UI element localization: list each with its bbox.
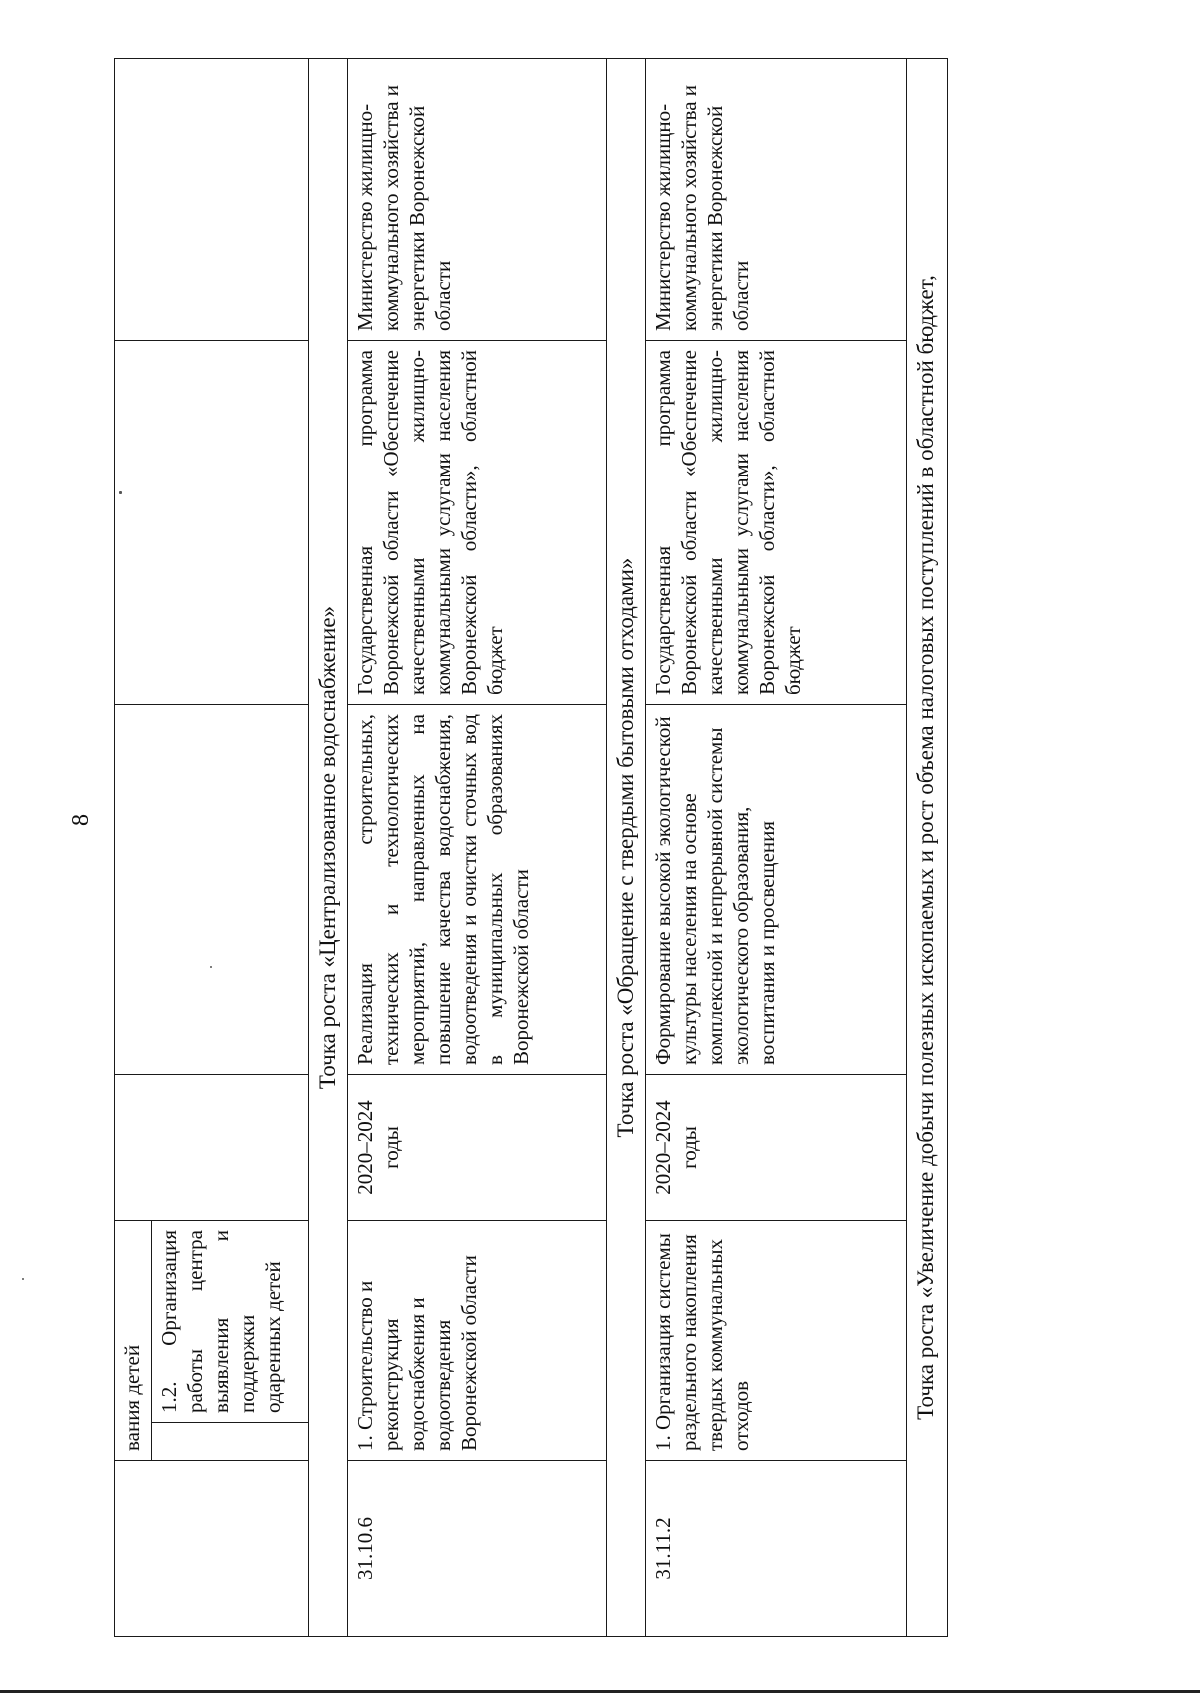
page-edge-line bbox=[0, 1690, 1200, 1693]
cell-subitem: 1.2. Организация работы центра выявления и поддержки одаренных детей bbox=[152, 1221, 309, 1423]
section-header-row bbox=[607, 59, 646, 1637]
cell-indent bbox=[152, 1423, 309, 1461]
section-heading-minerals: Точка роста «Увеличение добычи полезных ископаемых и рост объема налоговых поступлений в областной бюджет, bbox=[907, 59, 948, 1637]
cell-code: 31.11.2 bbox=[646, 1461, 907, 1637]
section-heading-waste: Точка роста «Обращение с твердыми бытовыми отходами» bbox=[607, 59, 646, 1637]
table-row bbox=[348, 59, 607, 1637]
section-header-row bbox=[309, 59, 348, 1637]
continuation-row bbox=[115, 59, 152, 1637]
table-row bbox=[646, 59, 907, 1637]
cell-code-empty bbox=[115, 1461, 309, 1637]
rotated-page-content bbox=[114, 59, 1074, 1637]
cell-source-empty bbox=[115, 341, 309, 705]
cell-source: Государственная программа Воронежской области «Обеспечение качественными жилищно-коммунальными услугами населения Воронежской области», областной бюджет bbox=[348, 341, 607, 705]
cell-responsible: Министерство жилищно-коммунального хозяйства и энергетики Воронежской области bbox=[646, 59, 907, 341]
section-header-row bbox=[907, 59, 948, 1637]
page-number: 8 bbox=[68, 814, 94, 826]
program-table bbox=[114, 58, 948, 1637]
cell-code: 31.10.6 bbox=[348, 1461, 607, 1637]
cell-description: Формирование высокой экологической культуры населения на основе комплексной и непрерывной системы экологического образования, воспитания и просвещения bbox=[646, 705, 907, 1075]
cell-period-empty bbox=[115, 1075, 309, 1221]
cell-name: 1. Строительство и реконструкция водоснабжения и водоотведения Воронежской области bbox=[348, 1221, 607, 1461]
cell-description: Реализация строительных, технических и технологических мероприятий, направленных на повышение качества водоснабжения, водоотведения и очистки сточных вод в муниципальных образованиях Воронежской области bbox=[348, 705, 607, 1075]
cell-name: 1. Организация системы раздельного накопления твердых коммунальных отходов bbox=[646, 1221, 907, 1461]
cell-responsible-empty bbox=[115, 59, 309, 341]
scan-speck bbox=[22, 1278, 24, 1280]
cell-period: 2020–2024 годы bbox=[646, 1075, 907, 1221]
section-heading-water: Точка роста «Централизованное водоснабжение» bbox=[309, 59, 348, 1637]
cell-description-empty bbox=[115, 705, 309, 1075]
cell-period: 2020–2024 годы bbox=[348, 1075, 607, 1221]
cell-responsible: Министерство жилищно-коммунального хозяйства и энергетики Воронежской области bbox=[348, 59, 607, 341]
cell-source: Государственная программа Воронежской области «Обеспечение качественными жилищно-коммунальными услугами населения Воронежской области», областной бюджет bbox=[646, 341, 907, 705]
cell-continuation-text: вания детей bbox=[115, 1221, 152, 1461]
